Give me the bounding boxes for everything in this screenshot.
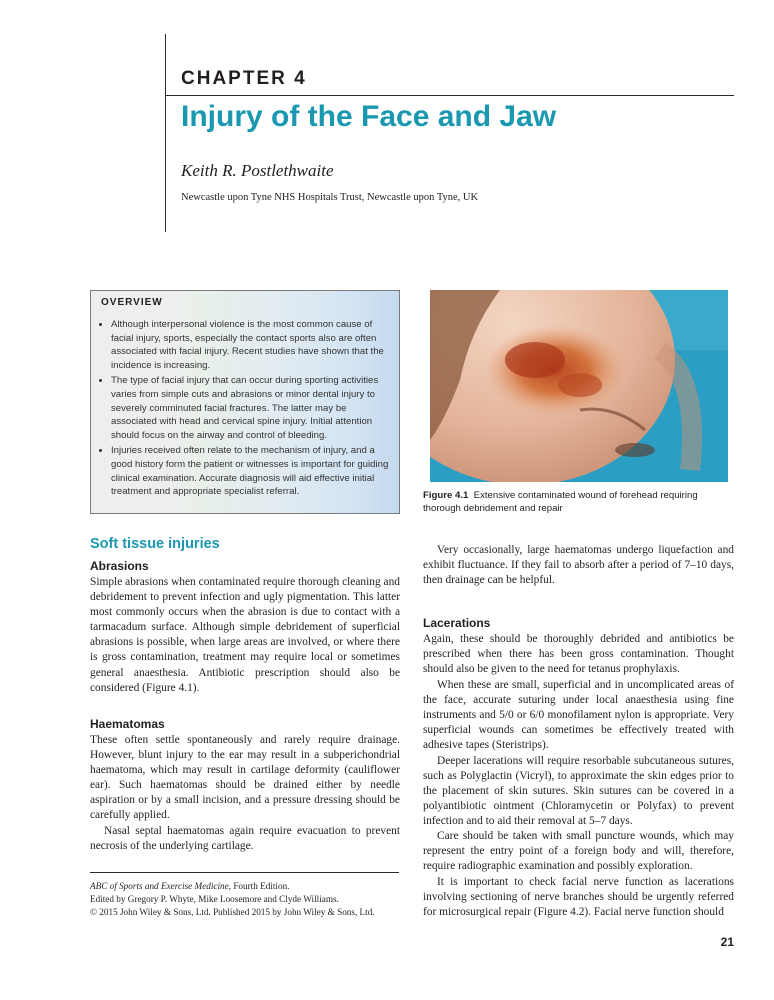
lacerations-paragraph-3: Deeper lacerations will require resorbable subcutaneous sutures, such as Polyglactin (Vicryl), to approximate the skin edges prior to the placement of skin sutures. Skin sutures can be covered in a polyantibiotic ointment (Chloramycetin or Polyfax) to prevent infection and to aid their removal at 5–7 days. — [423, 755, 734, 828]
overview-item: • Although interpersonal violence is the most common cause of facial injury, sports, especially the contact sports also are often associated with facial injury. Recent studies have shown that the incidence is increasing. — [111, 318, 393, 372]
header-horizontal-rule — [165, 95, 734, 96]
section-heading-soft-tissue: Soft tissue injuries — [90, 536, 220, 552]
figure-4-1-photo — [430, 290, 728, 482]
book-editors: Edited by Gregory P. Whyte, Mike Loosemore and Clyde Williams. — [90, 894, 339, 904]
lacerations-paragraph-2: When these are small, superficial and in uncomplicated areas of the face, accurate suturing under local anaesthesia using fine instruments and 5/0 or 6/0 monofilament nylon is appropriate. Very superficial wounds can sometimes be effectively treated with adhesive tapes (Steristrips). — [423, 679, 734, 752]
overview-heading: OVERVIEW — [101, 297, 163, 308]
forehead-wound-image — [430, 290, 728, 482]
footnote-rule — [90, 872, 399, 873]
chapter-label: CHAPTER 4 — [181, 68, 307, 89]
haematomas-paragraph-1: These often settle spontaneously and rarely require drainage. However, blunt injury to the ear may result in a subperichondrial haematoma, which may result in cartilage deformity (cauliflower ear). Such haematomas should be drained either by needle aspiration or by a small incision, and a pressure dressing should be carefully applied. — [90, 734, 400, 822]
figure-caption — [423, 489, 733, 515]
footnote — [90, 880, 410, 919]
haematomas-paragraph-2: Nasal septal haematomas again require evacuation to prevent necrosis of the underlying cartilage. — [90, 825, 400, 853]
subheading-abrasions: Abrasions — [90, 559, 149, 573]
header-vertical-rule — [165, 34, 166, 232]
abrasions-paragraph: Simple abrasions when contaminated require thorough cleaning and debridement to prevent infection and ugly pigmentation. This latter most commonly occurs when the abrasion is due to contact with a tarmacadum surface. Although simple debridement of superficial abrasions is possible, when large areas are involved, or where there is gross contamination, treatment may require local or sometimes general anaesthesia. Antibiotic prescription should also be considered (Figure 4.1). — [90, 576, 400, 694]
figure-label: Figure 4.1 — [423, 490, 469, 501]
figure-caption-text: Extensive contaminated wound of forehead requiring thorough debridement and repair — [423, 490, 698, 514]
chapter-title: Injury of the Face and Jaw — [181, 100, 557, 133]
book-title: ABC of Sports and Exercise Medicine — [90, 881, 229, 891]
haematomas-paragraph-3: Very occasionally, large haematomas undergo liquefaction and exhibit fluctuance. If they fail to absorb after a period of 7–10 days, then drainage can be helpful. — [423, 544, 734, 587]
subheading-haematomas: Haematomas — [90, 717, 165, 731]
book-edition: , Fourth Edition. — [228, 881, 290, 891]
author-affiliation: Newcastle upon Tyne NHS Hospitals Trust, Newcastle upon Tyne, UK — [181, 192, 479, 203]
lacerations-paragraph-1: Again, these should be thoroughly debrided and antibiotics be prescribed when there has been gross contamination. Thought should also be given to the need for tetanus prophylaxis. — [423, 633, 734, 676]
page-number: 21 — [720, 935, 734, 949]
copyright-notice: © 2015 John Wiley & Sons, Ltd. Published 2015 by John Wiley & Sons, Ltd. — [90, 907, 375, 917]
author-name: Keith R. Postlethwaite — [181, 161, 334, 180]
subheading-lacerations: Lacerations — [423, 616, 491, 630]
overview-list — [101, 318, 393, 501]
lacerations-paragraph-5: It is important to check facial nerve function as lacerations involving sectioning of nerve branches should be urgently referred for microsurgical repair (Figure 4.2). Facial nerve function should — [423, 876, 734, 919]
lacerations-paragraph-4: Care should be taken with small puncture wounds, which may represent the entry point of a foreign body and will, therefore, require radiographic examination and possibly exploration. — [423, 830, 734, 873]
overview-item: • The type of facial injury that can occur during sporting activities varies from simple cuts and abrasions or minor dental injury to severely comminuted facial fractures. The latter may be associated with head and cervical spine injury. Initial attention should focus on the airway and control of bleeding. — [111, 374, 393, 442]
overview-box — [90, 290, 400, 514]
overview-item: • Injuries received often relate to the mechanism of injury, and a good history form the patient or witnesses is important for guiding clinical examination. Accurate diagnosis will aid effective initial treatment and appropriate specialist referral. — [111, 444, 393, 498]
